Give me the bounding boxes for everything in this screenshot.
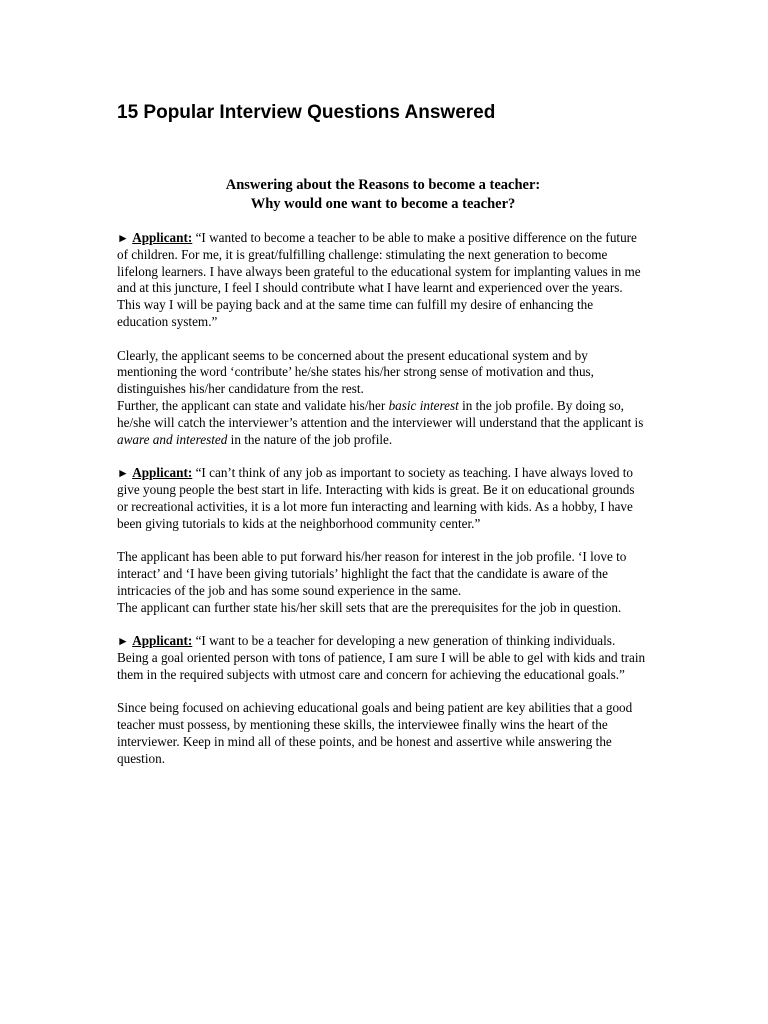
applicant-answer-1 xyxy=(117,230,647,331)
arrow-marker-icon: ► xyxy=(117,634,129,649)
commentary-paragraph: The applicant has been able to put forward his/her reason for interest in the job profile. ‘I love to interact’ and ‘I have been giving tutorials’ highlight the fact that the candidate is aware of the intricacies of the job and has some sound experience in the same. xyxy=(117,549,627,598)
arrow-marker-icon: ► xyxy=(117,231,129,245)
answer-text: “I want to be a teacher for developing a new generation of thinking individuals. Being a goal oriented person with tons of patience, I am sure I will be able to gel with kids and train them in the required subjects with utmost care and concern for achieving the educational goals.” xyxy=(117,633,646,682)
document-title: 15 Popular Interview Questions Answered xyxy=(117,102,496,123)
applicant-label: Applicant: xyxy=(132,230,193,245)
commentary-paragraph: The applicant can further state his/her skill sets that are the prerequisites for the job in question. xyxy=(117,599,622,615)
commentary-paragraph: Further, the applicant can state and validate his/her basic interest in the job profile. By doing so, he/she will catch the interviewer’s attention and the interviewer will understand that the applicant is aware and interested in the nature of the job profile. xyxy=(117,397,644,447)
applicant-answer-2 xyxy=(117,465,647,532)
section-heading xyxy=(117,176,649,214)
applicant-label: Applicant: xyxy=(132,465,193,481)
answer-text: “I can’t think of any job as important to society as teaching. I have always loved to give young people the best start in life. Interacting with kids is great. Be it on educational grounds or recreational activities, it is a lot more fun interacting and learning with kids. As a hobby, I have been giving tutorials to kids at the neighborhood community center.” xyxy=(117,465,635,531)
emphasis-text: aware and interested xyxy=(117,431,228,447)
arrow-marker-icon: ► xyxy=(117,466,129,481)
commentary-paragraph: Since being focused on achieving educational goals and being patient are key abilities that a good teacher must possess, by mentioning these skills, the interviewee finally wins the heart of the interviewer. Keep in mind all of these points, and be honest and assertive while answering the question. xyxy=(117,700,633,766)
section-heading-line-1: Answering about the Reasons to become a teacher: xyxy=(225,177,541,193)
applicant-answer-3 xyxy=(117,633,647,683)
commentary-paragraph: Clearly, the applicant seems to be concerned about the present educational system and by mentioning the word ‘contribute’ he/she states his/her strong sense of motivation and thus, distinguishes his/her candidature from the rest. xyxy=(117,347,594,397)
answer-text: “I wanted to become a teacher to be able to make a positive difference on the future of children. For me, it is great/fulfilling challenge: stimulating the next generation to become lifelong learners. I have always been grateful to the educational system for implanting values in me and at this juncture, I feel I should contribute what I have learnt and experienced over the years. This way I will be paying back and at the same time can fulfill my desire of enhancing the education system.” xyxy=(117,230,641,329)
applicant-label: Applicant: xyxy=(132,633,193,649)
document-body xyxy=(117,230,647,784)
emphasis-text: basic interest xyxy=(388,397,459,413)
section-heading-line-2: Why would one want to become a teacher? xyxy=(250,196,516,212)
